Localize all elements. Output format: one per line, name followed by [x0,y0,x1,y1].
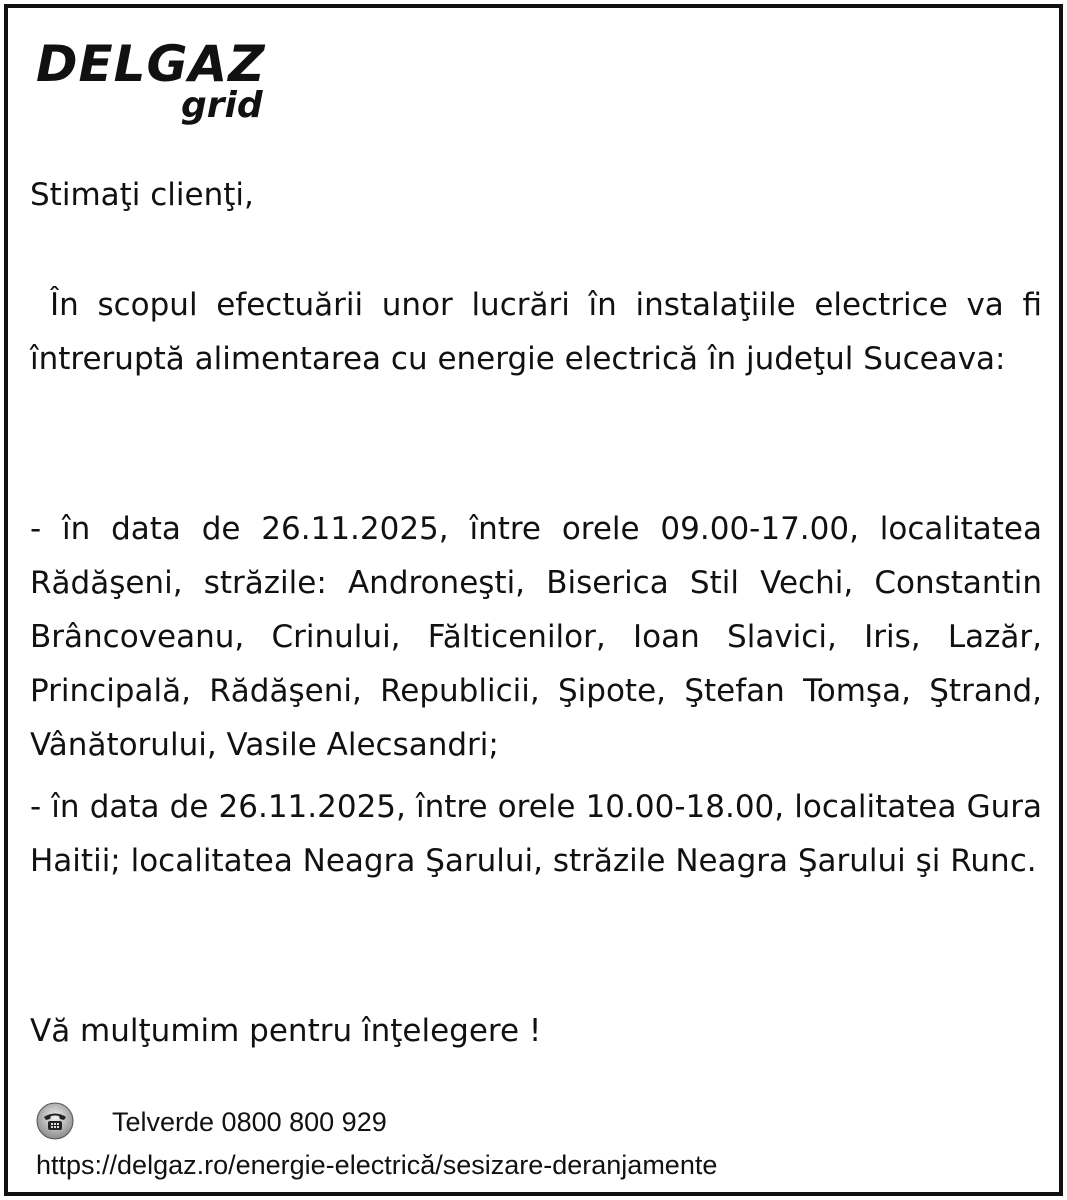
outage-item: - în data de 26.11.2025, între orele 10.00-18.00, localitatea Gura Haitii; localitatea Neagra Şarului, străzile Neagra Şarului şi Runc. [30,789,1042,879]
delgaz-grid-logo [36,36,276,131]
thanks-line: Vă mulţumim pentru înţelegere ! [30,1013,542,1049]
logo-wordmark: DELGAZ [36,35,266,93]
phone-number: Telverde 0800 800 929 [112,1107,387,1137]
notice-frame [4,4,1063,1196]
phone-contact [32,1102,732,1142]
intro-paragraph: În scopul efectuării unor lucrări în instalaţiile electrice va fi întreruptă alimentarea cu energie electrică în judeţul Suceava: [30,287,1042,377]
outage-item: - în data de 26.11.2025, între orele 09.00-17.00, localitatea Rădăşeni, străzile: Androneşti, Biserica Stil Vechi, Constantin Brâncoveanu, Crinului, Fălticenilor, Ioan Slavici, Iris, Lazăr, Principală, Rădăşeni, Republicii, Şipote, Ştefan Tomşa, Ştrand, Vânătorului, Vasile Alecsandri; [30,511,1042,763]
logo-subtitle: grid [181,85,263,126]
greeting: Stimaţi clienţi, [30,177,254,213]
website-link[interactable]: https://delgaz.ro/energie-electrică/sesizare-deranjamente [36,1150,718,1180]
telephone-icon [36,1102,74,1140]
